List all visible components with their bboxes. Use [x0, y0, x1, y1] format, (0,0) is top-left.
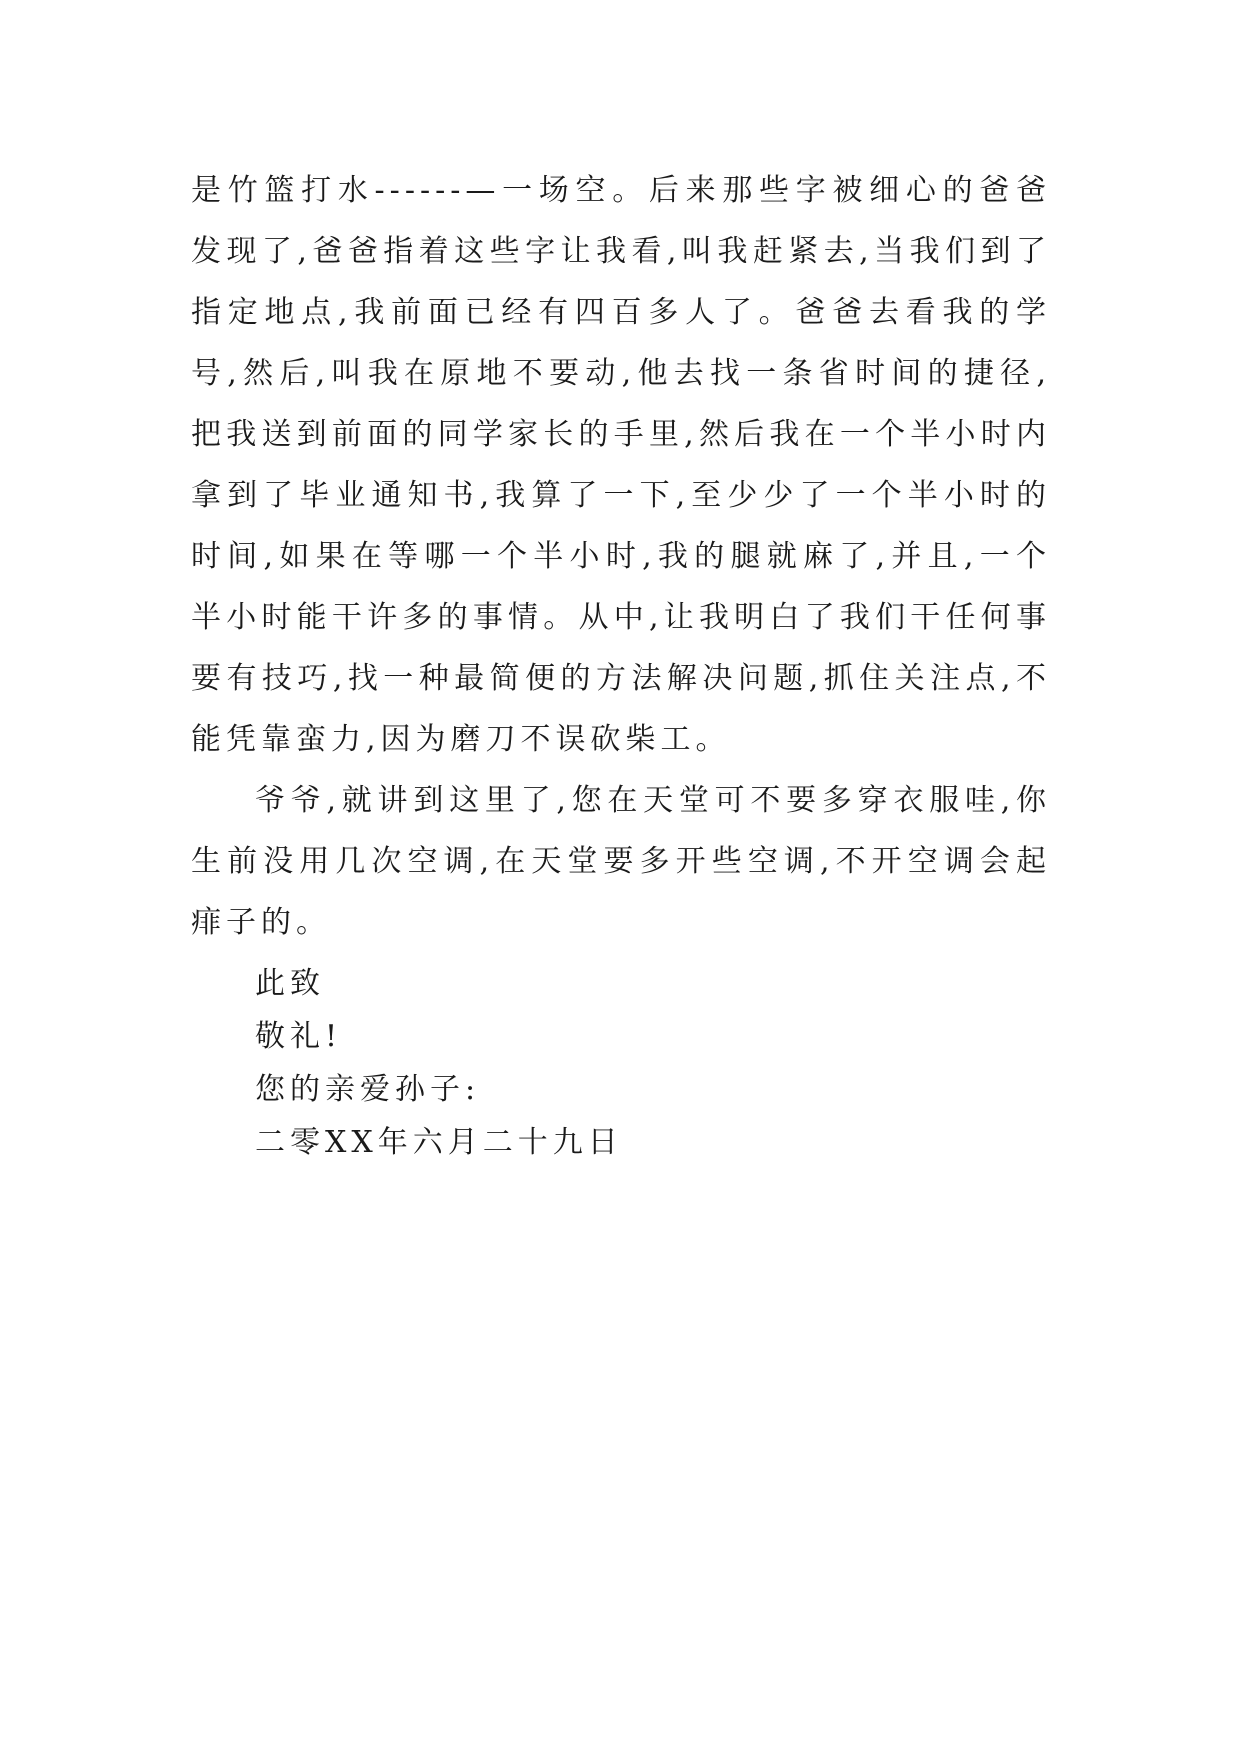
closing-salutation: 此致	[255, 966, 325, 1001]
body-paragraph-farewell: 爷爷,就讲到这里了,您在天堂可不要多穿衣服哇,你生前没用几次空调,在天堂要多开些空调,不开空调会起痱子的。	[191, 783, 1051, 940]
body-paragraph-continued: 是竹篮打水------—一场空。后来那些字被细心的爸爸发现了,爸爸指着这些字让我看,叫我赶紧去,当我们到了指定地点,我前面已经有四百多人了。爸爸去看我的学号,然后,叫我在原地不要动,他去找一条省时间的捷径,把我送到前面的同学家长的手里,然后我在一个半小时内拿到了毕业通知书,我算了一下,至少少了一个半小时的时间,如果在等哪一个半小时,我的腿就麻了,并且,一个半小时能干许多的事情。从中,让我明白了我们干任何事要有技巧,找一种最简便的方法解决问题,抓住关注点,不能凭靠蛮力,因为磨刀不误砍柴工。	[191, 173, 1051, 757]
closing-respect: 敬礼!	[255, 1019, 343, 1054]
letter-date: 二零XX年六月二十九日	[255, 1125, 623, 1160]
signature-line: 您的亲爱孙子:	[255, 1072, 481, 1107]
letter-body	[191, 160, 1051, 1169]
